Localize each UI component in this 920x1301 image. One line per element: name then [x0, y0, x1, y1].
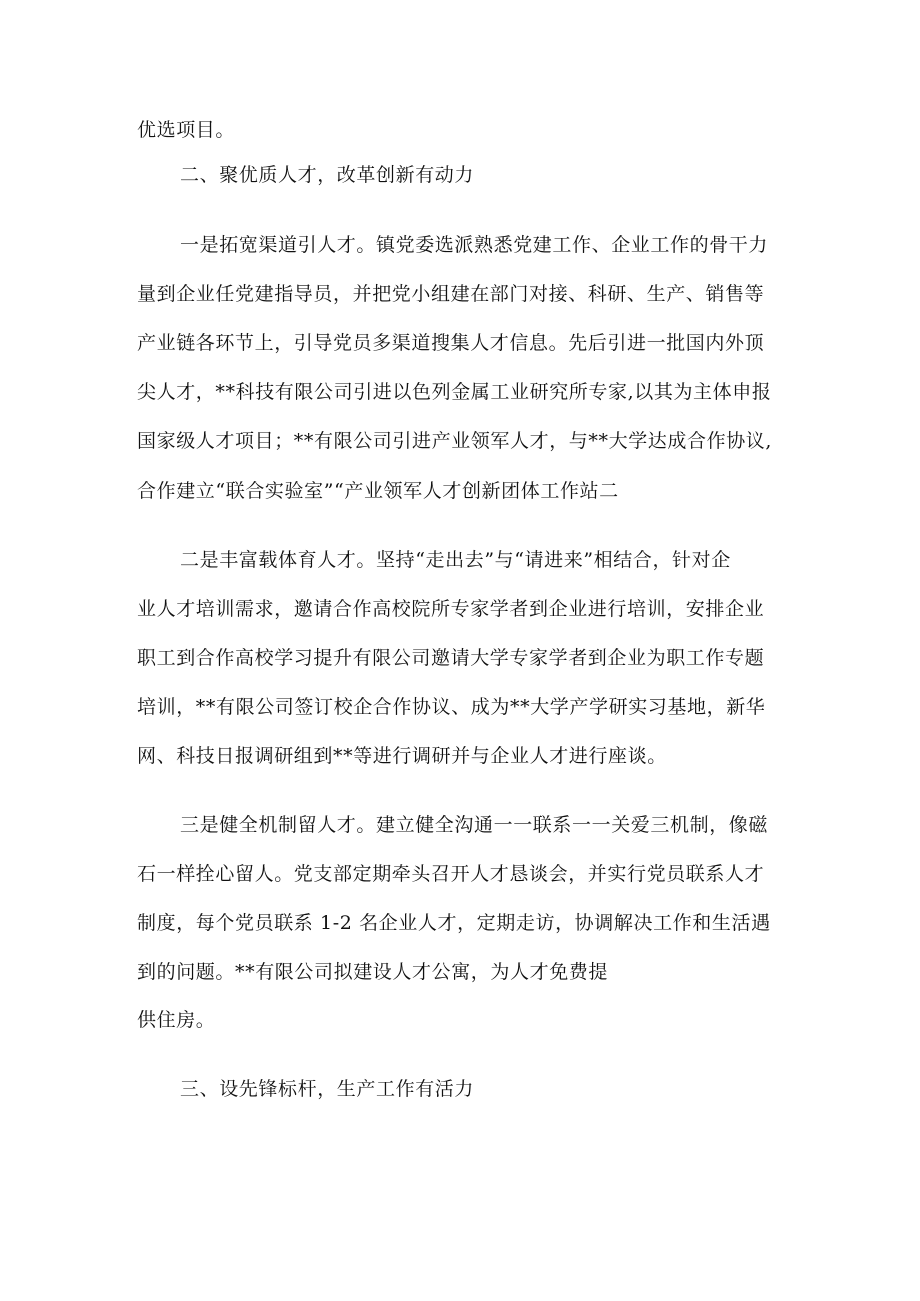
text-line: 网、科技日报调研组到**等进行调研并与企业人才进行座谈。: [137, 745, 667, 767]
text-line: 优选项目。: [137, 119, 236, 141]
text-line: 尖人才，**科技有限公司引进以色列金属工业研究所专家,以其为主体申报: [137, 381, 772, 403]
text-line: 国家级人才项目；**有限公司引进产业领军人才，与**大学达成合作协议,: [137, 430, 773, 452]
text-line: 一是拓宽渠道引人才。镇党委选派熟悉党建工作、企业工作的骨干力: [180, 234, 769, 256]
section-heading: 二、聚优质人才，改革创新有动力: [180, 164, 475, 186]
text-line: 制度，每个党员联系 1-2 名企业人才，定期走访，协调解决工作和生活遇: [137, 912, 771, 934]
text-line: 量到企业任党建指导员，并把党小组建在部门对接、科研、生产、销售等: [137, 283, 765, 305]
text-line: 供住房。: [137, 1009, 216, 1031]
text-line: 到的问题。**有限公司拟建设人才公寓，为人才免费提: [137, 961, 609, 983]
section-heading: 三、设先锋标杆，生产工作有活力: [180, 1078, 475, 1100]
text-line: 三是健全机制留人才。建立健全沟通一一联系一一关爱三机制，像磁: [180, 814, 769, 836]
text-line: 产业链各环节上，引导党员多渠道搜集人才信息。先后引进一批国内外顶: [137, 332, 765, 354]
text-line: 合作建立“联合实验室”“产业领军人才创新团体工作站二: [137, 480, 619, 502]
text-line: 业人才培训需求，邀请合作高校院所专家学者到企业进行培训，安排企业: [137, 598, 765, 620]
text-line: 石一样拴心留人。党支部定期牵头召开人才恳谈会，并实行党员联系人才: [137, 863, 765, 885]
text-line: 培训，**有限公司签订校企合作协议、成为**大学产学研实习基地，新华: [137, 696, 766, 718]
text-line: 二是丰富载体育人才。坚持“走出去”与“请进来”相结合，针对企: [180, 549, 731, 571]
text-line: 职工到合作高校学习提升有限公司邀请大学专家学者到企业为职工作专题: [137, 647, 765, 669]
